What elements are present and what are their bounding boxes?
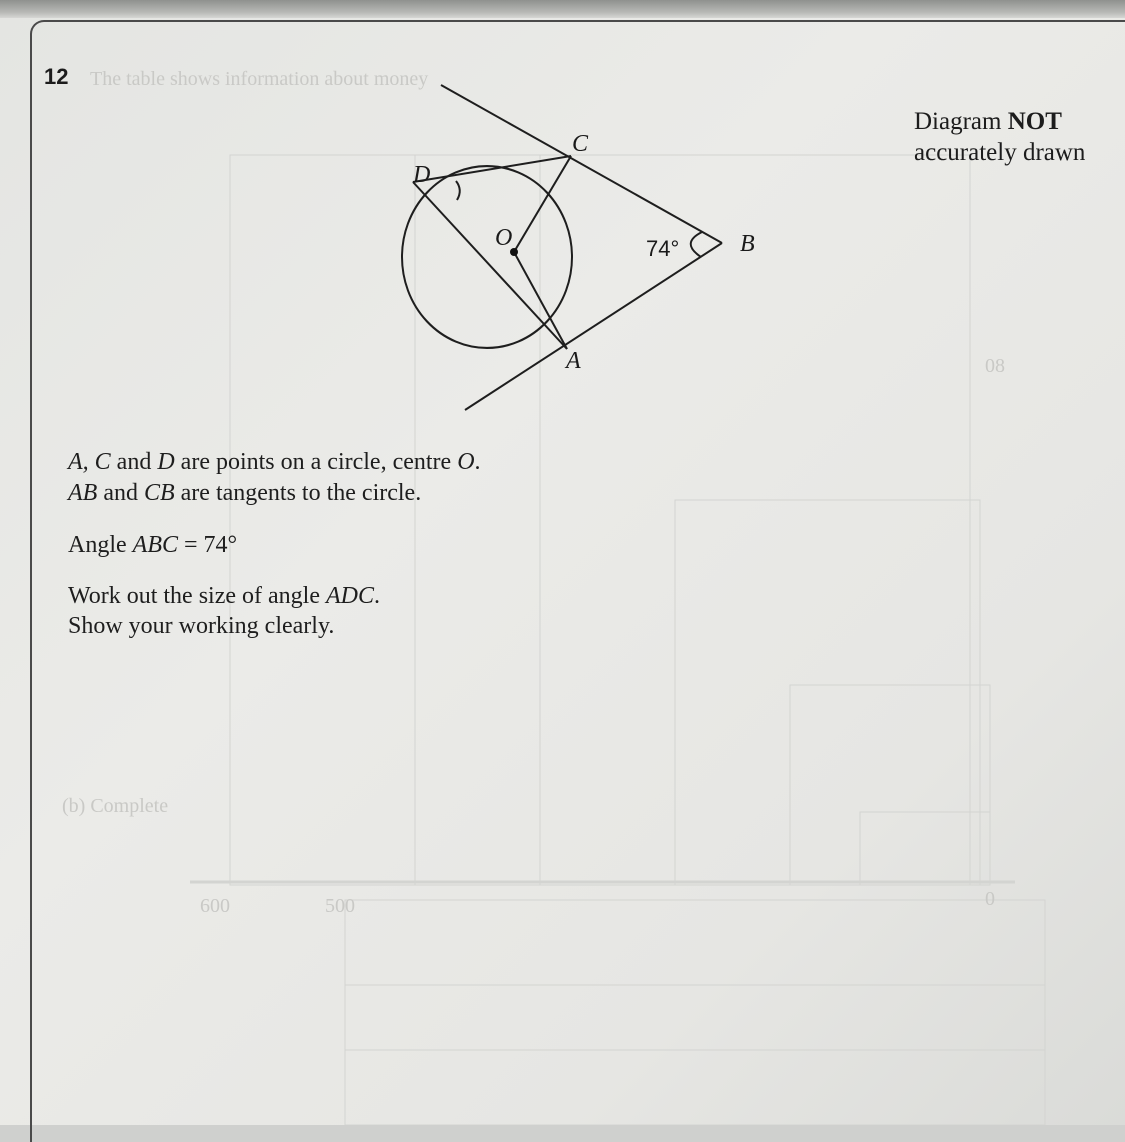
angle-abc-value: = 74°: [177, 532, 238, 558]
tangent-line-cb: [441, 85, 722, 243]
question-number: 12: [44, 64, 69, 89]
point-o: O: [457, 449, 475, 475]
statement-tangents: [68, 480, 421, 507]
angle-b-value: 74°: [646, 236, 680, 261]
statement-angle-abc: [68, 532, 237, 559]
instruction-work-out: [68, 583, 380, 610]
text-period-2: .: [374, 583, 380, 609]
instruction-show-working: Show your working clearly.: [68, 613, 335, 639]
tangent-line-ab: [465, 243, 722, 410]
svg-text:(b) Complete: (b) Complete: [62, 795, 169, 817]
angle-abc-name: ABC: [132, 532, 178, 558]
note-word: Diagram: [914, 108, 1002, 135]
points-ac: A, C: [68, 449, 111, 475]
text-and: and: [110, 449, 158, 475]
line-cb: CB: [143, 480, 175, 506]
text-work-out: Work out the size of angle: [68, 583, 326, 609]
text-tangents: are tangents to the circle.: [174, 480, 422, 506]
text-centre: are points on a circle, centre: [174, 449, 458, 475]
chord-dc: [413, 156, 571, 182]
svg-text:0: 0: [985, 888, 995, 910]
svg-text:600: 600: [200, 895, 230, 917]
text-and-2: and: [97, 480, 144, 506]
label-b: B: [740, 231, 755, 257]
text-period: .: [474, 449, 481, 475]
line-ab: AB: [68, 480, 98, 506]
label-d: D: [413, 162, 431, 188]
angle-adc-name: ADC: [326, 583, 374, 609]
text-angle: Angle: [68, 532, 133, 558]
circle: [402, 166, 572, 348]
angle-b-arc: [691, 232, 702, 257]
label-c: C: [572, 131, 589, 157]
label-a: A: [566, 348, 581, 374]
label-o: O: [495, 225, 513, 251]
svg-text:500: 500: [325, 895, 355, 917]
svg-text:The table shows information ab: The table shows information about money: [90, 68, 429, 90]
note-line-2: accurately drawn: [914, 139, 1086, 166]
radius-oc: [514, 156, 571, 252]
note-not-bold: NOT: [1007, 108, 1062, 135]
statement-points-on-circle: [68, 449, 481, 476]
chord-da: [413, 182, 567, 349]
svg-text:08: 08: [985, 355, 1005, 377]
point-d: D: [157, 449, 175, 475]
angle-d-arc: [456, 181, 460, 200]
